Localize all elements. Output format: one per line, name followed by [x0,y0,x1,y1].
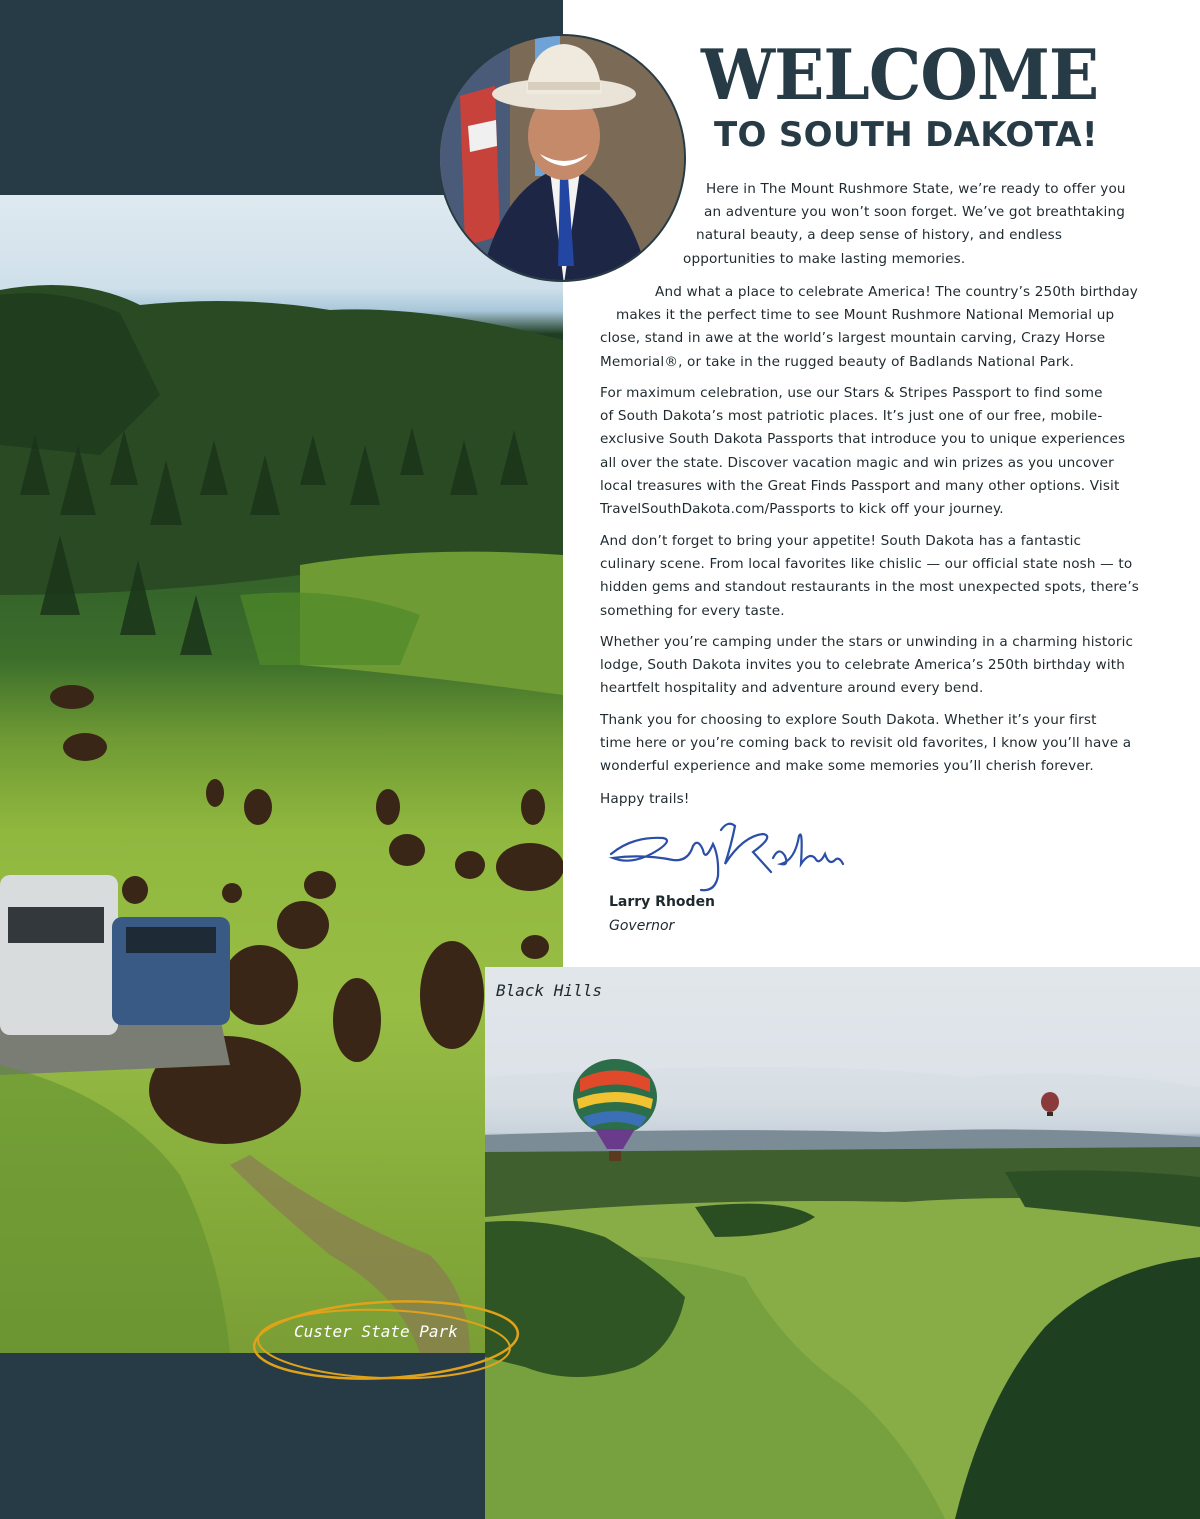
text-line: culinary scene. From local favorites like chislic — our official state nosh — to [600,556,1133,573]
title-welcome: WELCOME [701,34,1099,116]
paragraph-culinary [600,530,1139,623]
text-line: And what a place to celebrate America! The country’s 250th birthday [655,284,1138,300]
text-line: Here in The Mount Rushmore State, we’re ready to offer you [706,181,1126,197]
text-line: lodge, South Dakota invites you to celebrate America’s 250th birthday with [600,657,1126,674]
text-line: wonderful experience and make some memories you’ll cherish forever. [600,758,1094,775]
text-line: Memorial®, or take in the rugged beauty of Badlands National Park. [600,353,1075,370]
text-line: For maximum celebration, use our Stars & Stripes Passport to find some [600,385,1103,401]
photo-black-hills [485,967,1200,1519]
closing-happy-trails: Happy trails! [600,791,690,807]
text-line: Thank you for choosing to explore South Dakota. Whether it’s your first [600,712,1097,728]
text-line: of South Dakota’s most patriotic places. It’s just one of our free, mobile- [600,408,1103,425]
text-line: opportunities to make lasting memories. [683,250,966,267]
text-line: natural beauty, a deep sense of history, and endless [696,227,1063,244]
paragraph-camping [600,631,1133,701]
title-to-south-dakota: TO SOUTH DAKOTA! [714,115,1098,155]
text-line: something for every taste. [600,602,785,619]
text-line: heartfelt hospitality and adventure around every bend. [600,680,984,697]
text-line: Whether you’re camping under the stars or unwinding in a charming historic [600,634,1134,650]
text-line: TravelSouthDakota.com/Passports to kick off your journey. [600,501,1004,518]
caption-ring-icon [248,1294,524,1390]
text-line: And don’t forget to bring your appetite! South Dakota has a fantastic [600,533,1082,549]
signature-image [603,816,848,896]
paragraph-celebrate [0,281,1138,374]
signer-title: Governor [609,918,675,934]
text-line: all over the state. Discover vacation magic and win prizes as you uncover [600,454,1114,471]
text-line: local treasures with the Great Finds Passport and many other options. Visit [600,477,1120,494]
text-line: hidden gems and standout restaurants in the most unexpected spots, there’s [600,579,1140,596]
text-line: makes it the perfect time to see Mount Rushmore National Memorial up [616,307,1115,324]
paragraph-intro [0,178,1126,271]
paragraph-thank-you [600,709,1131,779]
signer-name: Larry Rhoden [609,894,716,910]
text-line: time here or you’re coming back to revisit old favorites, I know you’ll have a [600,735,1132,752]
text-line: close, stand in awe at the world’s largest mountain carving, Crazy Horse [600,330,1106,347]
paragraph-passport [600,382,1125,521]
caption-black-hills: Black Hills [496,981,602,1000]
text-line: an adventure you won’t soon forget. We’ve got breathtaking [704,204,1126,221]
caption-custer-state-park: Custer State Park [294,1322,458,1341]
text-line: exclusive South Dakota Passports that introduce you to unique experiences [600,431,1126,448]
